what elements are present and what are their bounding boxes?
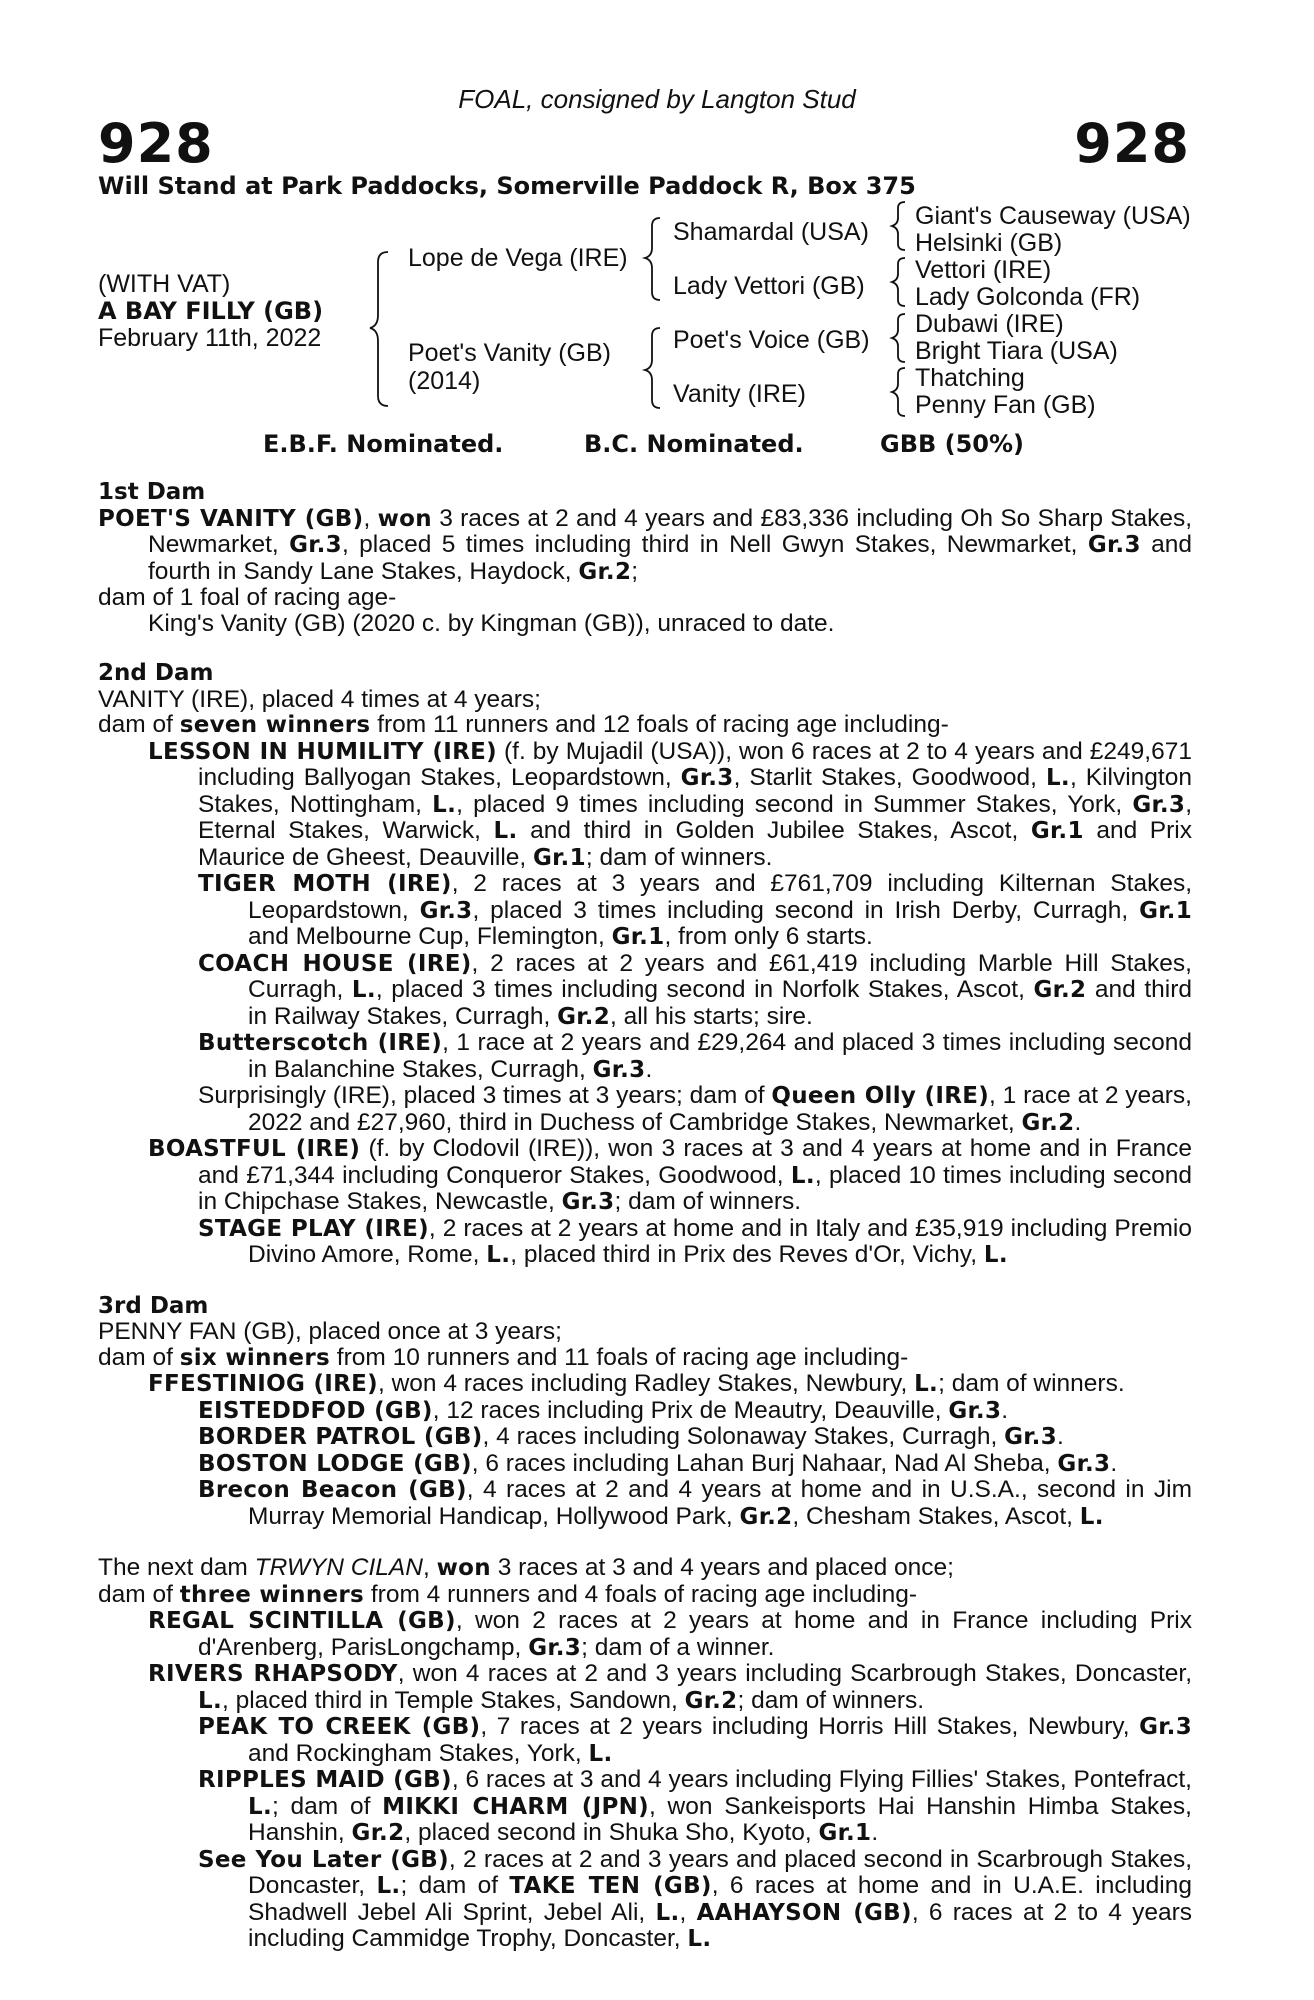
- brecon-beacon-entry: Brecon Beacon (GB), 4 races at 2 and 4 years at home and in U.S.A., second in Jim Murray Memorial Handicap, Hollywood Park, Gr.2, Chesham Stakes, Ascot, L.: [198, 1476, 1193, 1530]
- horse-name: A BAY FILLY (GB): [98, 297, 324, 325]
- ffestiniog-entry: FFESTINIOG (IRE), won 4 races including Radley Stakes, Newbury, L.; dam of winners.: [148, 1370, 1125, 1397]
- tiger-moth-entry: TIGER MOTH (IRE), 2 races at 3 years and £761,709 including Kilternan Stakes, Leopardstown, Gr.3, placed 3 times including second in Irish Derby, Curragh, Gr.1 and Melbourne Cup, Flemington, Gr.1, from only 6 starts.: [198, 870, 1192, 950]
- next-dam-intro: The next dam TRWYN CILAN, won 3 races at 3 and 4 years and placed once;: [98, 1554, 954, 1581]
- bc-nomination: B.C. Nominated.: [584, 430, 804, 458]
- surprisingly-entry: Surprisingly (IRE), placed 3 times at 3 years; dam of Queen Olly (IRE), 1 race at 2 years, 2022 and £27,960, third in Duchess of Cambridge Stakes, Newmarket, Gr.2.: [198, 1082, 1192, 1136]
- gp-6: Bright Tiara (USA): [915, 337, 1118, 365]
- boastful-entry: BOASTFUL (IRE) (f. by Clodovil (IRE)), won 3 races at 3 and 4 years at home and in France and £71,344 including Conqueror Stakes, Goodwood, L., placed 10 times including second in Chipchase Stakes, Newcastle, Gr.3; dam of winners.: [148, 1135, 1192, 1215]
- regal-scintilla-entry: REGAL SCINTILLA (GB), won 2 races at 2 years at home and in France including Prix d'Arenberg, ParisLongchamp, Gr.3; dam of a winner.: [148, 1607, 1192, 1661]
- eisteddfod-entry: EISTEDDFOD (GB), 12 races including Prix de Meautry, Deauville, Gr.3.: [198, 1396, 1009, 1424]
- dam-sire: Poet's Voice (GB): [673, 326, 870, 354]
- ebf-nomination: E.B.F. Nominated.: [263, 430, 504, 458]
- consignor-line: FOAL, consigned by Langton Stud: [458, 84, 856, 114]
- coach-house-entry: COACH HOUSE (IRE), 2 races at 2 years and £61,419 including Marble Hill Stakes, Curragh, L., placed 3 times including second in Norfolk Stakes, Ascot, Gr.2 and third in Railway Stakes, Curragh, Gr.2, all his starts; sire.: [198, 949, 1192, 1030]
- ripples-maid-entry: RIPPLES MAID (GB), 6 races at 3 and 4 years including Flying Fillies' Stakes, Pontefract, L.; dam of MIKKI CHARM (JPN), won Sankeisports Hai Hanshin Himba Stakes, Hanshin, Gr.2, placed second in Shuka Sho, Kyoto, Gr.1.: [198, 1766, 1192, 1846]
- sire-dam: Lady Vettori (GB): [673, 272, 865, 300]
- gp-2: Helsinki (GB): [915, 229, 1063, 257]
- foaling-date: February 11th, 2022: [98, 324, 322, 352]
- third-dam-intro: PENNY FAN (GB), placed once at 3 years;: [98, 1318, 562, 1345]
- second-dam-produce-line: dam of seven winners from 11 runners and 12 foals of racing age including-: [98, 711, 949, 738]
- second-dam-intro: VANITY (IRE), placed 4 times at 4 years;: [98, 685, 541, 713]
- gp-5: Dubawi (IRE): [915, 310, 1064, 338]
- boston-lodge-entry: BOSTON LODGE (GB), 6 races including Lahan Burj Nahaar, Nad Al Sheba, Gr.3.: [198, 1449, 1118, 1477]
- border-patrol-entry: BORDER PATROL (GB), 4 races including Solonaway Stakes, Curragh, Gr.3.: [198, 1423, 1064, 1450]
- lot-number-right: 928: [1074, 112, 1190, 175]
- next-dam-produce-line: dam of three winners from 4 runners and 4 foals of racing age including-: [98, 1580, 917, 1608]
- second-dam-heading: 2nd Dam: [98, 660, 214, 686]
- catalogue-body: [98, 480, 1192, 1953]
- gbb-rating: GBB (50%): [880, 430, 1025, 458]
- gp-8: Penny Fan (GB): [915, 391, 1096, 419]
- peak-to-creek-entry: PEAK TO CREEK (GB), 7 races at 2 years including Horris Hill Stakes, Newbury, Gr.3 and Rockingham Stakes, York, L.: [198, 1713, 1192, 1767]
- sire: Lope de Vega (IRE): [408, 244, 628, 272]
- gp-1: Giant's Causeway (USA): [915, 202, 1191, 230]
- first-dam-record: POET'S VANITY (GB), won 3 races at 2 and 4 years and £83,336 including Oh So Sharp Stakes, Newmarket, Gr.3, placed 5 times including third in Nell Gwyn Stakes, Newmarket, Gr.3 and fourth in Sandy Lane Stakes, Haydock, Gr.2;: [98, 504, 1192, 585]
- butterscotch-entry: Butterscotch (IRE), 1 race at 2 years and £29,264 and placed 3 times including second in Balanchine Stakes, Curragh, Gr.3.: [198, 1029, 1193, 1083]
- dam-dam: Vanity (IRE): [673, 380, 806, 408]
- gp-4: Lady Golconda (FR): [915, 283, 1141, 311]
- stage-play-entry: STAGE PLAY (IRE), 2 races at 2 years at home and in Italy and £35,919 including Premio Divino Amore, Rome, L., placed third in Prix des Reves d'Or, Vichy, L.: [198, 1214, 1192, 1268]
- dam: Poet's Vanity (GB): [408, 339, 611, 367]
- first-dam-heading: 1st Dam: [98, 479, 206, 505]
- lot-number-left: 928: [98, 112, 214, 175]
- lesson-in-humility-entry: LESSON IN HUMILITY (IRE) (f. by Mujadil (USA)), won 6 races at 2 to 4 years and £249,671 including Ballyogan Stakes, Leopardstown, Gr.3, Starlit Stakes, Goodwood, L., Kilvington Stakes, Nottingham, L., placed 9 times including second in Summer Stakes, York, Gr.3, Eternal Stakes, Warwick, L. and third in Golden Jubilee Stakes, Ascot, Gr.1 and Prix Maurice de Gheest, Deauville, Gr.1; dam of winners.: [148, 737, 1193, 871]
- gp-7: Thatching: [915, 364, 1025, 392]
- rivers-rhapsody-entry: RIVERS RHAPSODY, won 4 races at 2 and 3 years including Scarbrough Stakes, Doncaster, L., placed third in Temple Stakes, Sandown, Gr.2; dam of winners.: [148, 1660, 1193, 1714]
- see-you-later-entry: See You Later (GB), 2 races at 2 and 3 years and placed second in Scarbrough Stakes, Doncaster, L.; dam of TAKE TEN (GB), 6 races at home and in U.A.E. including Shadwell Jebel Ali Sprint, Jebel Ali, L., AAHAYSON (GB), 6 races at 2 to 4 years including Cammidge Trophy, Doncaster, L.: [198, 1845, 1192, 1952]
- third-dam-produce-line: dam of six winners from 10 runners and 11 foals of racing age including-: [98, 1343, 909, 1371]
- first-dam-foal: King's Vanity (GB) (2020 c. by Kingman (GB)), unraced to date.: [148, 609, 835, 637]
- dam-year: (2014): [408, 367, 481, 395]
- first-dam-produce-line: dam of 1 foal of racing age-: [98, 584, 397, 611]
- stabling-line: Will Stand at Park Paddocks, Somerville Paddock R, Box 375: [98, 172, 916, 200]
- sire-sire: Shamardal (USA): [673, 218, 869, 246]
- third-dam-heading: 3rd Dam: [98, 1292, 209, 1319]
- gp-3: Vettori (IRE): [915, 256, 1052, 284]
- vat-note: (WITH VAT): [98, 270, 231, 298]
